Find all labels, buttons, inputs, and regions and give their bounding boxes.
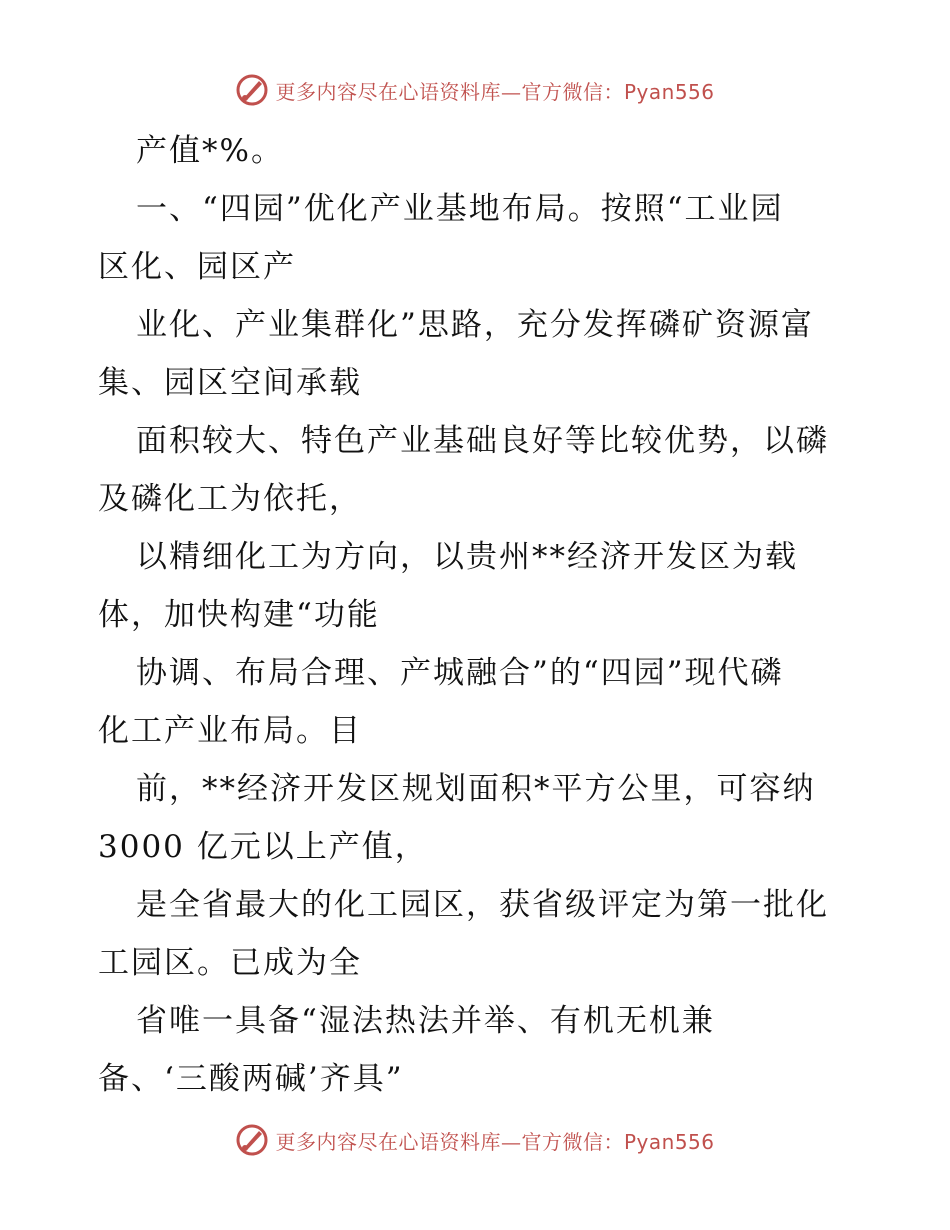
body-line: 省唯一具备“湿法热法并举、有机无机兼 (136, 1003, 715, 1039)
body-line: 集、园区空间承载 (98, 365, 362, 401)
body-line: 面积较大、特色产业基础良好等比较优势，以磷 (136, 423, 829, 459)
body-line: 及磷化工为依托， (98, 481, 362, 517)
banner-main-text: 更多内容尽在心语资料库 (275, 1129, 501, 1154)
banner-dash: — (500, 79, 522, 104)
banner-contact-label: 官方微信： (521, 1129, 624, 1154)
banner-contact-value: Pyan556 (623, 79, 715, 104)
body-line: 区化、园区产 (98, 249, 296, 285)
body-line: 工园区。已成为全 (98, 945, 362, 981)
banner-contact-label: 官方微信： (521, 79, 624, 104)
body-line: 体，加快构建“功能 (98, 597, 380, 633)
body-line: 业化、产业集群化”思路，充分发挥磷矿资源富 (136, 307, 814, 343)
body-line: 前，**经济开发区规划面积*平方公里，可容纳 (136, 771, 816, 807)
body-line: 是全省最大的化工园区，获省级评定为第一批化 (136, 887, 829, 923)
banner-text (275, 1126, 714, 1155)
banner-main-text: 更多内容尽在心语资料库 (275, 79, 501, 104)
footer-banner (0, 1120, 950, 1160)
body-line: 产值*%。 (136, 133, 284, 169)
red-brush-logo-icon (235, 1123, 269, 1157)
red-brush-logo-icon (235, 73, 269, 107)
body-line: 化工产业布局。目 (98, 713, 362, 749)
banner-dash: — (500, 1129, 522, 1154)
body-line: 以精细化工为方向，以贵州**经济开发区为载 (136, 539, 798, 575)
banner-text (275, 76, 714, 105)
banner-contact-value: Pyan556 (623, 1129, 715, 1154)
body-line: 协调、布局合理、产城融合”的“四园”现代磷 (136, 655, 784, 691)
body-line: 一、“四园”优化产业基地布局。按照“工业园 (136, 191, 784, 227)
body-line: 备、‘三酸两碱’齐具” (98, 1061, 404, 1097)
header-banner (0, 70, 950, 110)
body-line: 3000 亿元以上产值， (98, 829, 428, 865)
body-text (98, 122, 858, 1108)
